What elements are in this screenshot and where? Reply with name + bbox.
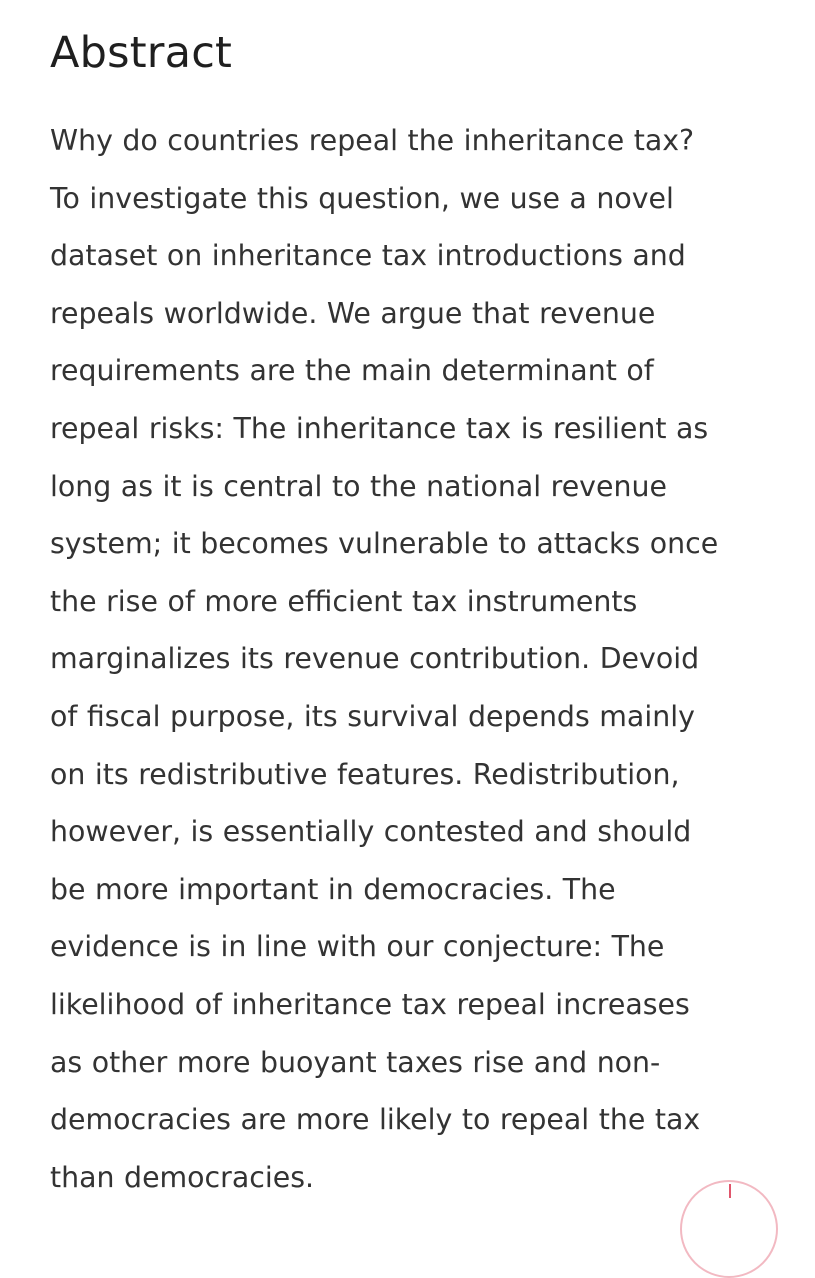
- abstract-line: as other more buoyant taxes rise and non-: [50, 1045, 661, 1079]
- abstract-heading: Abstract: [50, 28, 233, 78]
- abstract-section: [50, 26, 790, 1206]
- abstract-line: system; it becomes vulnerable to attacks once: [50, 527, 719, 561]
- abstract-line: evidence is in line with our conjecture: The: [50, 930, 665, 964]
- abstract-line: marginalizes its revenue contribution. Devoid: [50, 642, 700, 676]
- abstract-line: To investigate this question, we use a novel: [50, 181, 674, 215]
- abstract-line: repeal risks: The inheritance tax is resilient as: [50, 411, 709, 445]
- abstract-line: likelihood of inheritance tax repeal increases: [50, 987, 690, 1021]
- abstract-line: long as it is central to the national revenue: [50, 469, 667, 503]
- floating-action-button[interactable]: [680, 1180, 778, 1278]
- abstract-line: however, is essentially contested and should: [50, 815, 692, 849]
- abstract-line: of fiscal purpose, its survival depends mainly: [50, 699, 695, 733]
- abstract-line: repeals worldwide. We argue that revenue: [50, 296, 656, 330]
- progress-indicator-icon: [729, 1184, 731, 1198]
- abstract-line: be more important in democracies. The: [50, 872, 616, 906]
- abstract-line: than democracies.: [50, 1160, 315, 1194]
- abstract-line: requirements are the main determinant of: [50, 354, 654, 388]
- abstract-line: democracies are more likely to repeal the tax: [50, 1103, 701, 1137]
- abstract-line: Why do countries repeal the inheritance tax?: [50, 124, 695, 157]
- abstract-text: [50, 112, 790, 1206]
- abstract-line: on its redistributive features. Redistribution,: [50, 757, 680, 791]
- abstract-line: the rise of more efficient tax instruments: [50, 584, 638, 618]
- abstract-line: dataset on inheritance tax introductions and: [50, 239, 686, 273]
